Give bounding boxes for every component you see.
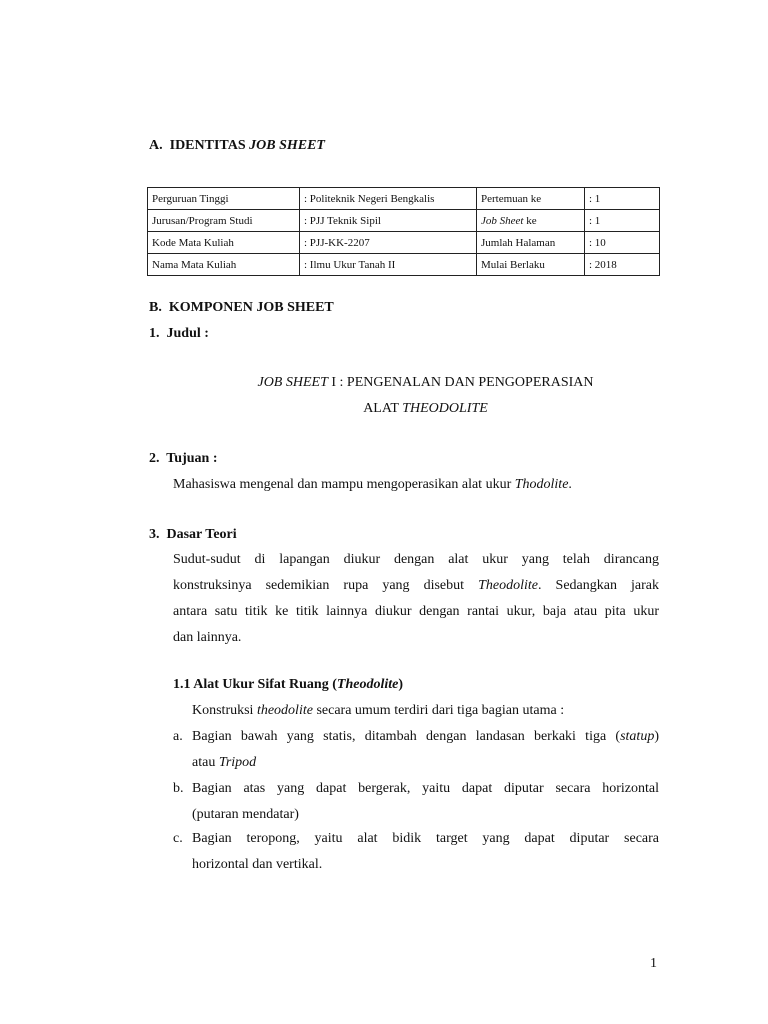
table-cell	[585, 232, 660, 254]
item-c-marker: c.	[173, 831, 183, 846]
job-title-line-1	[0, 375, 768, 391]
section-a-title-italic: JOB SHEET	[249, 138, 325, 153]
judul-heading	[149, 326, 209, 342]
section-a-prefix: A.	[149, 138, 163, 153]
table-cell	[300, 188, 477, 210]
table-cell-text: : Ilmu Ukur Tanah II	[304, 258, 396, 271]
identity-table	[147, 187, 660, 276]
table-cell-text: Kode Mata Kuliah	[152, 236, 234, 249]
table-cell	[148, 188, 300, 210]
dasar-number: 3.	[149, 527, 160, 542]
page-number: 1	[650, 956, 657, 971]
table-cell	[300, 254, 477, 276]
dasar-line-2-italic: Theodolite	[478, 578, 538, 593]
table-cell	[148, 232, 300, 254]
section-b-heading	[149, 300, 334, 316]
item-b-line-2: (putaran mendatar)	[192, 807, 299, 822]
item-b-line-1-text: Bagian atas yang dapat bergerak, yaitu dapat diputar secara horizontal	[192, 781, 659, 796]
subsection-intro	[192, 703, 564, 719]
section-b-prefix: B.	[149, 300, 162, 315]
table-cell-text: : 1	[589, 214, 601, 227]
table-cell	[585, 210, 660, 232]
table-cell-text: Mulai Berlaku	[481, 258, 545, 271]
item-a-line-1-b: )	[654, 729, 659, 744]
dasar-line-1-text: Sudut-sudut di lapangan diukur dengan alat ukur yang telah dirancang	[173, 552, 659, 567]
subsection-intro-a: Konstruksi	[192, 703, 257, 718]
dasar-line-4	[173, 625, 659, 651]
item-a-line-2	[192, 755, 256, 771]
table-cell	[148, 254, 300, 276]
subsection-label-end: )	[398, 677, 403, 692]
dasar-line-2-a: konstruksinya sedemikian rupa yang disebut	[173, 578, 479, 593]
job-title-italic: JOB SHEET	[257, 375, 328, 390]
table-cell	[148, 210, 300, 232]
tujuan-number: 2.	[149, 451, 160, 466]
table-cell-suffix: ke	[523, 214, 537, 227]
table-cell	[300, 210, 477, 232]
subsection-heading	[173, 677, 403, 693]
table-cell-text: : PJJ-KK-2207	[304, 236, 370, 249]
table-cell-text: Job Sheet	[481, 214, 524, 227]
item-a-line-1	[192, 729, 659, 745]
table-cell	[300, 232, 477, 254]
tujuan-text	[173, 477, 572, 493]
subsection-intro-italic: theodolite	[256, 703, 313, 718]
job-title-line2-prefix: ALAT	[363, 401, 403, 416]
item-c-line-2: horizontal dan vertikal.	[192, 857, 323, 872]
dasar-line-2	[173, 573, 659, 599]
subsection-label-italic: Theodolite	[336, 677, 399, 692]
item-a-line-1-italic: statup	[620, 729, 655, 744]
table-cell	[585, 254, 660, 276]
table-row	[148, 232, 660, 254]
table-cell	[585, 188, 660, 210]
section-b-title: KOMPONEN JOB SHEET	[168, 300, 334, 315]
table-cell-text: : 10	[589, 236, 606, 249]
table-row	[148, 254, 660, 276]
section-a-title: IDENTITAS	[169, 138, 246, 153]
section-a-heading	[149, 138, 325, 154]
job-title-rest: I : PENGENALAN DAN PENGOPERASIAN	[327, 375, 594, 390]
dasar-line-3	[173, 599, 659, 625]
dasar-heading	[149, 527, 237, 543]
judul-label: Judul :	[166, 326, 209, 341]
dasar-line-4-text: dan lainnya.	[173, 630, 242, 645]
judul-number: 1.	[149, 326, 160, 341]
dasar-line-2-b: . Sedangkan jarak	[537, 578, 659, 593]
table-cell-text: Nama Mata Kuliah	[152, 258, 237, 271]
table-cell-text: : PJJ Teknik Sipil	[304, 214, 381, 227]
tujuan-text-main: Mahasiswa mengenal dan mampu mengoperasikan alat ukur	[173, 477, 515, 492]
subsection-intro-b: secara umum terdiri dari tiga bagian utama :	[312, 703, 565, 718]
tujuan-text-end: .	[568, 477, 572, 492]
table-cell	[477, 188, 585, 210]
table-cell-text: Perguruan Tinggi	[152, 192, 229, 205]
item-b-line-1	[192, 781, 659, 797]
table-cell-text: Jurusan/Program Studi	[152, 214, 253, 227]
table-cell-text: Pertemuan ke	[481, 192, 542, 205]
item-a-line-1-a: Bagian bawah yang statis, ditambah dengan landasan berkaki tiga (	[192, 729, 621, 744]
dasar-label: Dasar Teori	[166, 527, 237, 542]
table-row	[148, 188, 660, 210]
table-cell-text: Jumlah Halaman	[481, 236, 556, 249]
table-cell-text: : Politeknik Negeri Bengkalis	[304, 192, 435, 205]
tujuan-heading	[149, 451, 218, 467]
item-b-marker: b.	[173, 781, 184, 796]
tujuan-label: Tujuan :	[166, 451, 218, 466]
subsection-label: 1.1 Alat Ukur Sifat Ruang (	[173, 677, 337, 692]
table-cell	[477, 232, 585, 254]
item-a-marker: a.	[173, 729, 183, 744]
item-a-line-2-italic: Tripod	[218, 755, 257, 770]
table-cell-text: : 1	[589, 192, 601, 205]
item-c-line-1-text: Bagian teropong, yaitu alat bidik target yang dapat diputar secara	[192, 831, 659, 846]
tujuan-text-italic: Thodolite	[514, 477, 569, 492]
table-cell	[477, 210, 585, 232]
item-c-line-1	[192, 831, 659, 847]
dasar-line-1	[173, 547, 659, 573]
dasar-line-3-text: antara satu titik ke titik lainnya diukur dengan rantai ukur, baja atau pita ukur	[173, 604, 659, 619]
table-cell	[477, 254, 585, 276]
item-a-line-2-a: atau	[192, 755, 219, 770]
job-title-line2-italic: THEODOLITE	[402, 401, 488, 416]
table-cell-text: : 2018	[589, 258, 617, 271]
table-row	[148, 210, 660, 232]
job-title-line-2	[0, 401, 768, 417]
